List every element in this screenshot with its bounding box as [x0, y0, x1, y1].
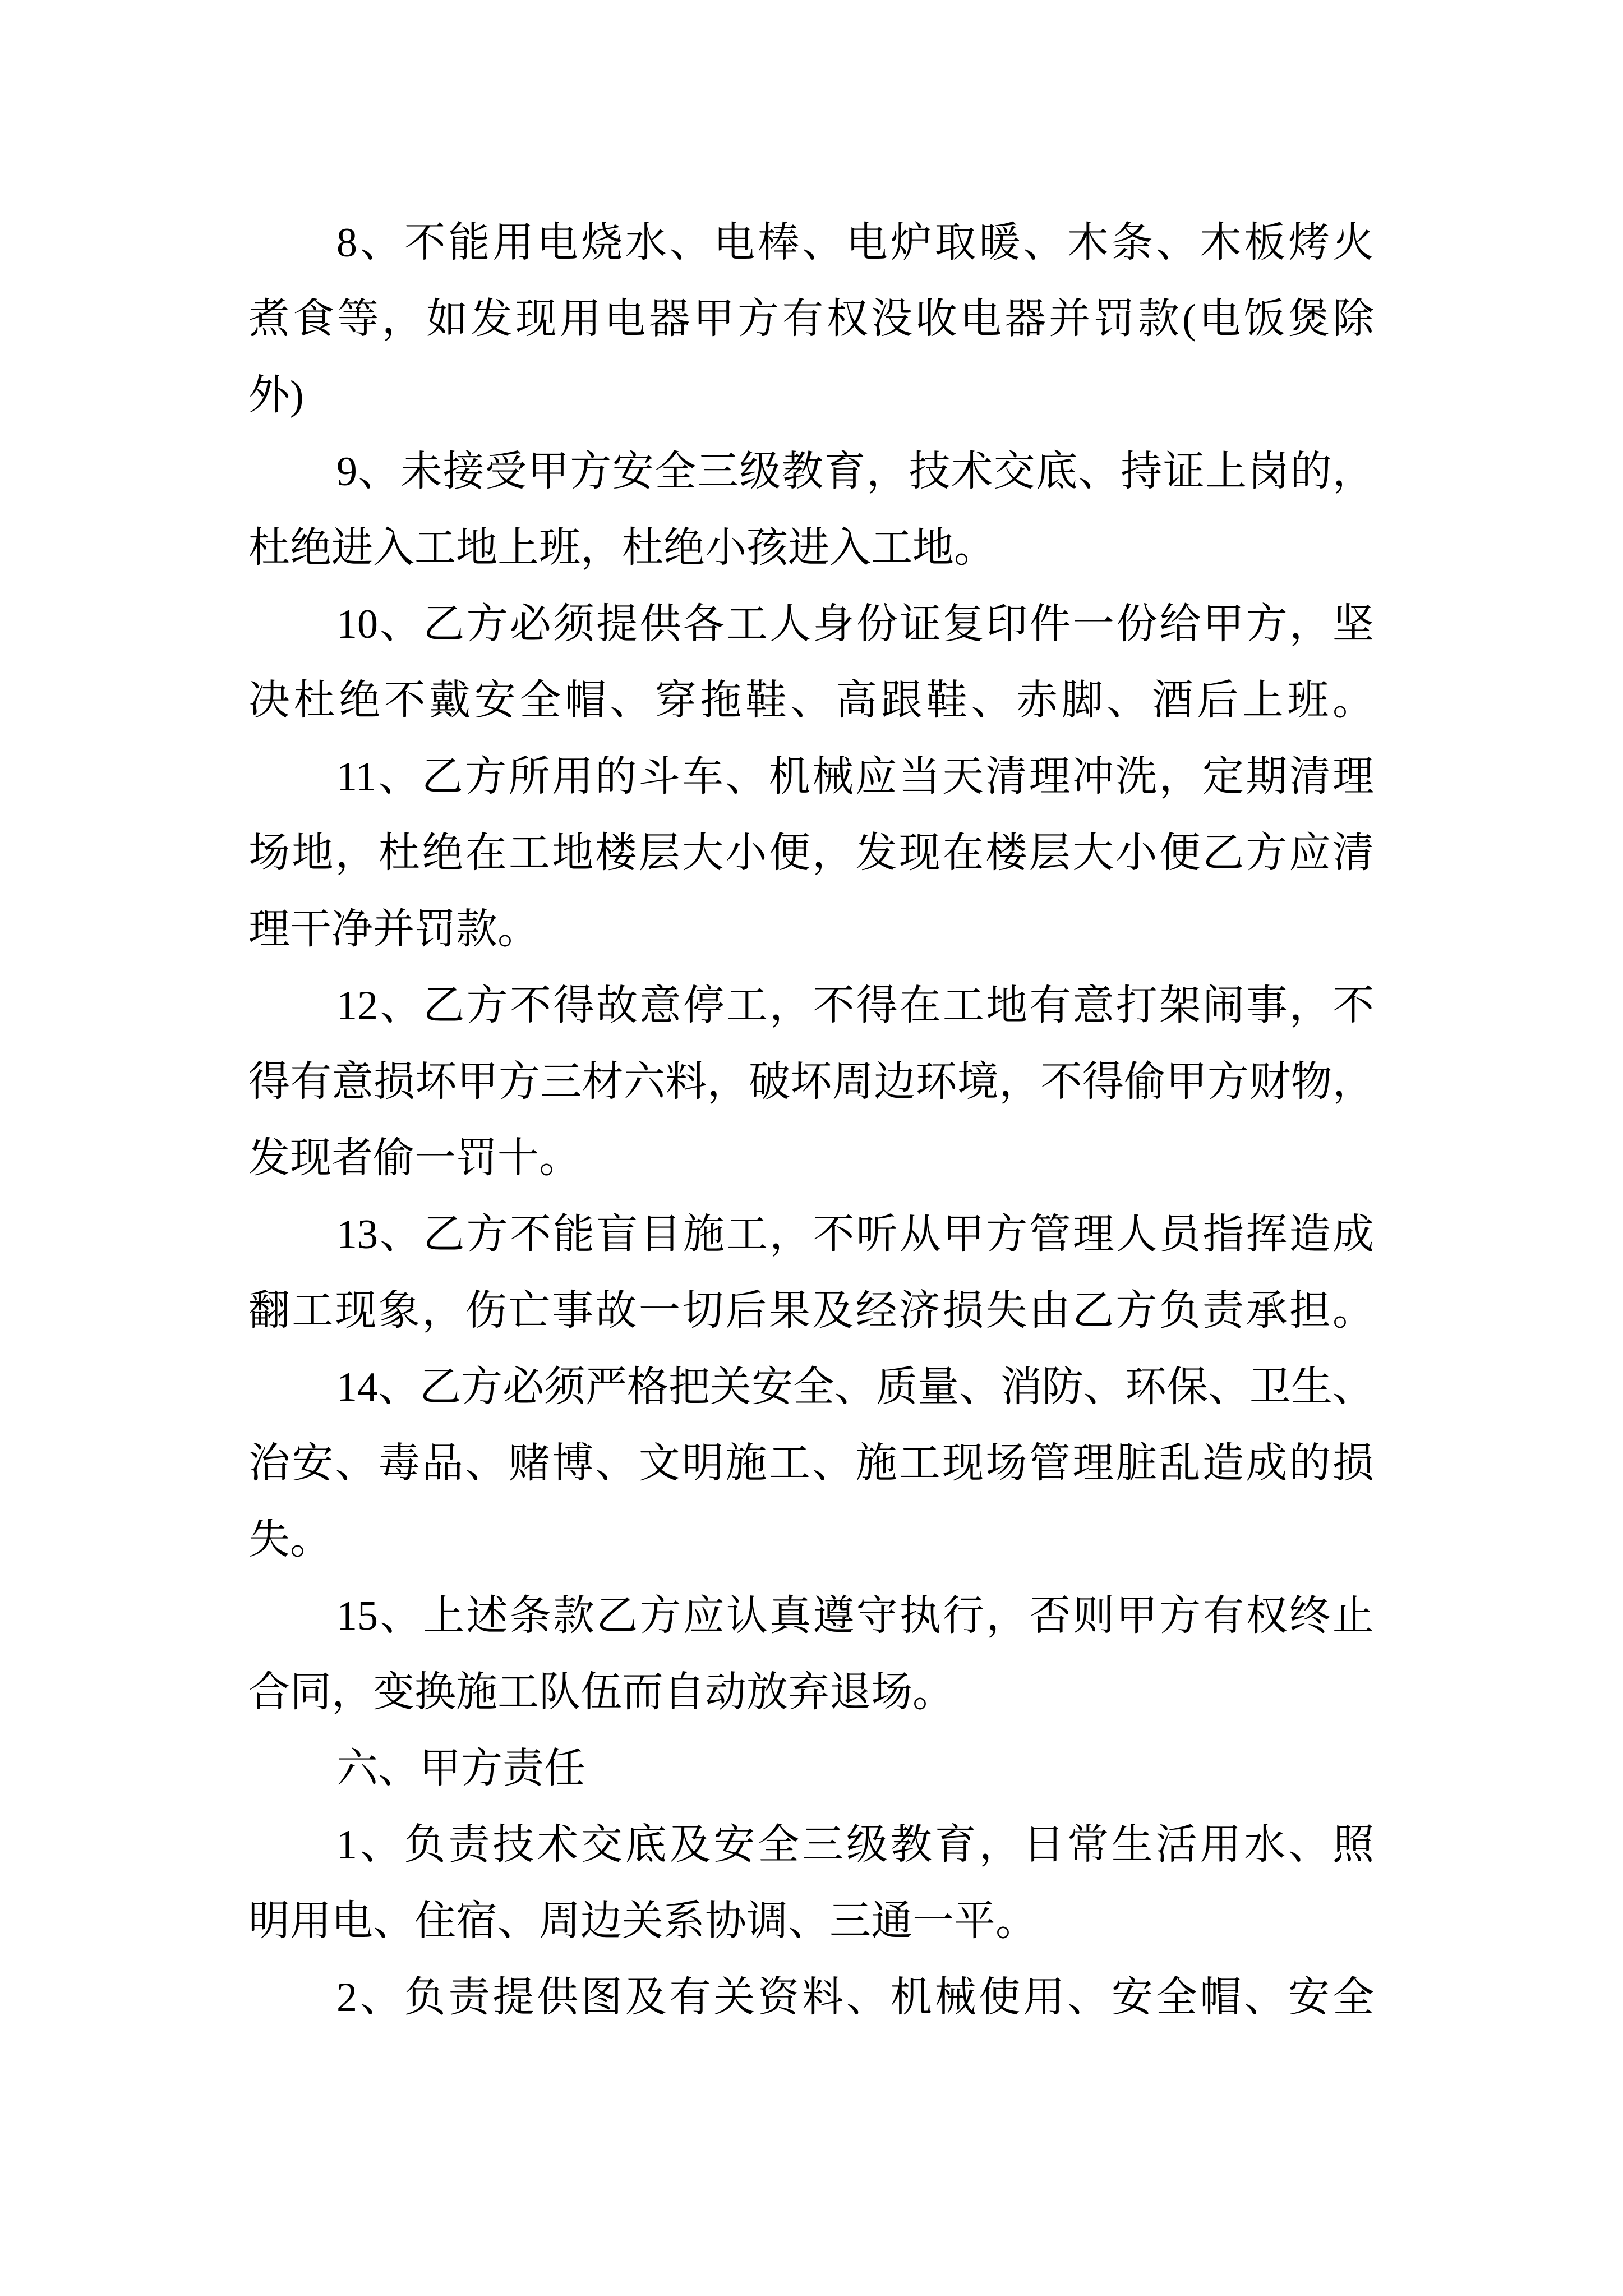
text-line: 杜绝进入工地上班，杜绝小孩进入工地。	[248, 525, 995, 571]
text-line: 外)	[248, 372, 304, 418]
text-line: 12、乙方不得故意停工，不得在工地有意打架闹事，不	[336, 983, 1374, 1029]
text-line: 13、乙方不能盲目施工，不听从甲方管理人员指挥造成	[336, 1212, 1374, 1258]
text-line: 14、乙方必须严格把关安全、质量、消防、环保、卫生、	[336, 1364, 1374, 1410]
text-line: 10、乙方必须提供各工人身份证复印件一份给甲方，坚	[336, 601, 1374, 647]
text-line: 1、负责技术交底及安全三级教育，日常生活用水、照	[336, 1822, 1374, 1868]
text-line: 失。	[248, 1517, 331, 1563]
text-line: 9、未接受甲方安全三级教育，技术交底、持证上岗的，	[336, 449, 1374, 495]
text-line: 六、甲方责任	[336, 1746, 585, 1792]
text-line: 决杜绝不戴安全帽、穿拖鞋、高跟鞋、赤脚、酒后上班。	[248, 678, 1374, 724]
text-line: 煮食等，如发现用电器甲方有权没收电器并罚款(电饭煲除	[248, 296, 1374, 342]
text-line: 治安、毒品、赌博、文明施工、施工现场管理脏乱造成的损	[248, 1441, 1374, 1487]
text-line: 合同，变换施工队伍而自动放弃退场。	[248, 1669, 954, 1715]
contract-text	[248, 205, 1374, 2036]
text-line: 场地，杜绝在工地楼层大小便，发现在楼层大小便乙方应清	[248, 830, 1374, 876]
text-line: 翻工现象，伤亡事故一切后果及经济损失由乙方负责承担。	[248, 1288, 1374, 1334]
text-line: 发现者偷一罚十。	[248, 1135, 580, 1181]
text-line: 理干净并罚款。	[248, 907, 539, 953]
text-line: 15、上述条款乙方应认真遵守执行，否则甲方有权终止	[336, 1593, 1374, 1639]
text-line: 11、乙方所用的斗车、机械应当天清理冲洗，定期清理	[336, 754, 1374, 800]
text-line: 得有意损坏甲方三材六料，破坏周边环境，不得偷甲方财物，	[248, 1059, 1374, 1105]
text-line: 8、不能用电烧水、电棒、电炉取暖、木条、木板烤火	[336, 220, 1374, 266]
text-line: 2、负责提供图及有关资料、机械使用、安全帽、安全	[336, 1975, 1374, 2021]
text-line: 明用电、住宿、周边关系协调、三通一平。	[248, 1898, 1037, 1944]
